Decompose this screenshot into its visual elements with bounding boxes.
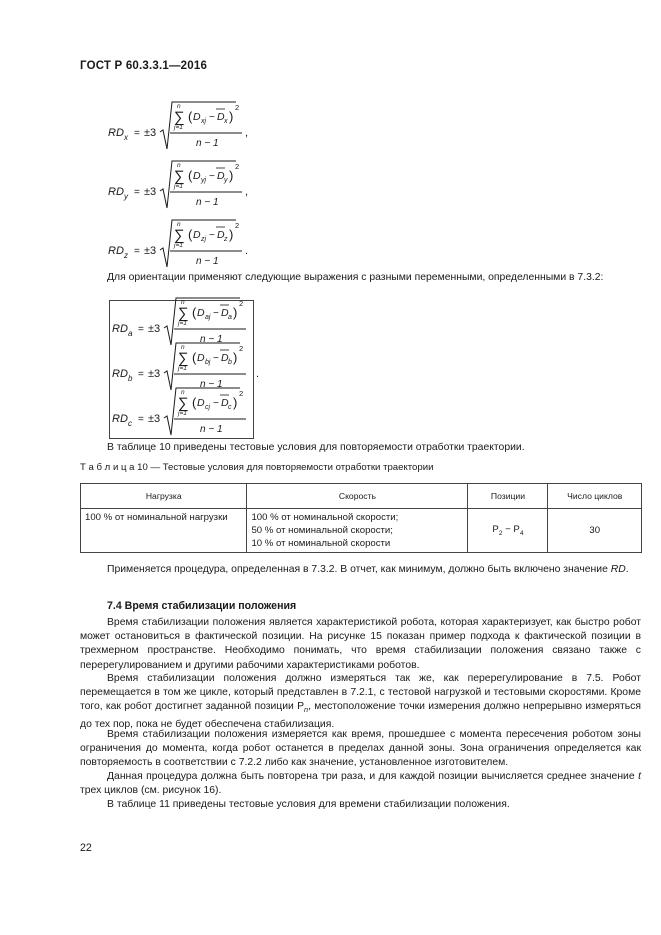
speed-line-1: 100 % от номинальной скорости; [251, 512, 399, 523]
equals-sign: = [134, 246, 140, 257]
formula-mean: D [221, 397, 229, 409]
formula-variable: D [193, 111, 201, 123]
minus-sign: − [213, 398, 219, 409]
minus-sign: − [213, 308, 219, 319]
table-10 [80, 483, 642, 553]
paragraph-3: Время стабилизации положения измеряется как время, прошедшее с момента пересечения роботом зоны ограничения до момента, когда робот останется в пределах данной зоны. Зона ограничения определяется как повторяемость в соответствии с 7.2.2 либо как значение, установленное изготовителем. [80, 729, 641, 769]
formula-lhs-sub: a [128, 329, 133, 338]
sum-upper-limit: n [181, 344, 185, 351]
formula-mean-sub: c [228, 404, 232, 411]
formula-variable-sub: cj [205, 404, 211, 411]
sum-symbol: ∑ [174, 168, 185, 185]
formula-svg-x [108, 98, 258, 158]
formula-mean: D [217, 111, 225, 123]
paren-open: ( [192, 350, 197, 365]
equals-sign: = [138, 324, 144, 335]
paren-open: ( [188, 168, 193, 183]
formula-mean: D [221, 307, 229, 319]
formula-lhs-sub: c [128, 419, 132, 428]
equals-sign: = [134, 128, 140, 139]
formula-variable: D [193, 229, 201, 241]
formula-svg-z [108, 216, 258, 276]
sum-lower-limit: j=1 [174, 124, 183, 131]
paren-open: ( [188, 227, 193, 242]
formula-denominator: n − 1 [196, 256, 219, 267]
speed-line-2: 50 % от номинальной скорости; [251, 525, 393, 536]
formula-mean-sub: z [224, 236, 228, 243]
sum-lower-limit: j=1 [174, 242, 183, 249]
formula-lhs: RD [108, 245, 124, 257]
formula-mean-sub: b [228, 359, 232, 366]
formula-lhs-sub: b [128, 374, 133, 383]
formula-lhs-sub: y [124, 192, 128, 201]
table-intro: В таблице 10 приведены тестовые условия для повторяемости отработки траектории. [107, 442, 525, 453]
table-header-row [81, 484, 642, 509]
formula-mean: D [221, 352, 229, 364]
document-header: ГОСТ Р 60.3.3.1—2016 [80, 60, 208, 72]
formula-variable: D [193, 170, 201, 182]
formula-lhs-sub: z [124, 251, 128, 260]
formula-lhs: RD [108, 186, 124, 198]
formula-abc-trail: . [256, 368, 260, 380]
table-caption: Т а б л и ц а 10 — Тестовые условия для повторяемости отработки траектории [80, 462, 434, 473]
paragraph-2: Время стабилизации положения должно измеряться так же, как перерегулирование в 7.5. Робот перемещается в том же цикле, который представлен в 7.2.1, с тестовой нагрузкой и тестовыми скоростями. Кроме того, как робот достигнет заданной позиции $P_n$, местоположение точки измерения должно непрерывно измеряться до тех пор, пока не будет обеспечена стабилизация. [80, 673, 641, 730]
formula-variable-sub: aj [205, 314, 211, 321]
formula-exponent: 2 [235, 162, 240, 171]
cell-positions [468, 509, 548, 553]
sum-upper-limit: n [177, 103, 181, 110]
formula-variable: D [197, 307, 205, 319]
formula-exponent: 2 [239, 344, 244, 353]
formula-svg-c [112, 384, 262, 444]
header-load: Нагрузка [81, 484, 247, 509]
formula-exponent: 2 [239, 389, 244, 398]
sum-lower-limit: j=1 [178, 320, 187, 327]
formula-mean-sub: a [228, 314, 232, 321]
sum-upper-limit: n [177, 162, 181, 169]
minus-sign: − [213, 353, 219, 364]
formula-denominator: n − 1 [200, 424, 223, 435]
sum-upper-limit: n [181, 389, 185, 396]
paren-close: ) [229, 109, 234, 124]
formula-exponent: 2 [235, 221, 240, 230]
formula-variable-sub: yj [201, 177, 207, 184]
formula-lhs: RD [112, 413, 128, 425]
formula-variable-sub: bj [205, 359, 211, 366]
formula-exponent: 2 [235, 103, 240, 112]
formula-coefficient: ±3 [148, 368, 161, 380]
positions-value: $P_2 - P_4$ [492, 524, 524, 537]
header-speed: Скорость [247, 484, 468, 509]
formula-variable-sub: xj [201, 118, 207, 125]
sum-symbol: ∑ [174, 227, 185, 244]
minus-sign: − [209, 230, 215, 241]
formula-mean: D [217, 229, 225, 241]
formula-rd-x [108, 98, 258, 163]
formula-mean-sub: x [224, 118, 228, 125]
formula-lhs: RD [108, 127, 124, 139]
formula-coefficient: ±3 [148, 413, 161, 425]
formula-lhs-sub: x [124, 133, 128, 142]
formula-trail: , [245, 127, 249, 139]
paragraph-4: Данная процедура должна быть повторена три раза, и для каждой позиции вычисляется среднее значение t трех циклов (см. рисунок 16). [80, 771, 641, 797]
formula-exponent: 2 [239, 299, 244, 308]
formula-coefficient: ±3 [148, 323, 161, 335]
paren-close: ) [233, 350, 238, 365]
sum-symbol: ∑ [178, 305, 189, 322]
equals-sign: = [138, 369, 144, 380]
minus-sign: − [209, 112, 215, 123]
formula-coefficient: ±3 [144, 245, 157, 257]
paren-close: ) [229, 168, 234, 183]
cell-cycles: 30 [548, 509, 642, 553]
sum-lower-limit: j=1 [174, 183, 183, 190]
formula-mean-sub: y [224, 177, 228, 184]
formula-variable: D [197, 397, 205, 409]
formula-denominator: n − 1 [196, 138, 219, 149]
section-title: 7.4 Время стабилизации положения [107, 600, 297, 612]
speed-line-3: 10 % от номинальной скорости [251, 538, 391, 549]
formula-mean: D [217, 170, 225, 182]
paren-close: ) [233, 305, 238, 320]
formula-denominator: n − 1 [200, 379, 223, 390]
formula-coefficient: ±3 [144, 127, 157, 139]
paren-open: ( [188, 109, 193, 124]
sum-symbol: ∑ [174, 109, 185, 126]
formula-rd-c [112, 384, 262, 449]
paren-close: ) [233, 395, 238, 410]
table-row [81, 509, 642, 553]
cell-load: 100 % от номинальной нагрузки [81, 509, 247, 553]
header-positions: Позиции [468, 484, 548, 509]
sum-upper-limit: n [181, 299, 185, 306]
formula-lhs: RD [112, 323, 128, 335]
header-cycles: Число циклов [548, 484, 642, 509]
sum-lower-limit: j=1 [178, 365, 187, 372]
equals-sign: = [138, 414, 144, 425]
sum-symbol: ∑ [178, 350, 189, 367]
formula-trail: . [245, 245, 249, 257]
formula-trail: , [245, 186, 249, 198]
paren-close: ) [229, 227, 234, 242]
formula-lhs: RD [112, 368, 128, 380]
minus-sign: − [209, 171, 215, 182]
cell-speed [247, 509, 468, 553]
formula-variable-sub: zj [201, 236, 207, 243]
page-number: 22 [80, 842, 92, 854]
paren-open: ( [192, 395, 197, 410]
equals-sign: = [134, 187, 140, 198]
after-table-text: Применяется процедура, определенная в 7.3.2. В отчет, как минимум, должно быть включено значение RD. [107, 564, 629, 575]
sum-upper-limit: n [177, 221, 181, 228]
intro-orientation: Для ориентации применяют следующие выражения с разными переменными, определенными в 7.3.2: [107, 272, 604, 283]
paren-open: ( [192, 305, 197, 320]
formula-denominator: n − 1 [200, 334, 223, 345]
formula-variable: D [197, 352, 205, 364]
formula-svg-y [108, 157, 258, 217]
sum-symbol: ∑ [178, 395, 189, 412]
sum-lower-limit: j=1 [178, 410, 187, 417]
formula-coefficient: ±3 [144, 186, 157, 198]
paragraph-1: Время стабилизации положения является характеристикой робота, которая характеризует, как быстро робот может остановиться в фактической позиции. На рисунке 15 показан пример подхода к фактической позиции в трехмерном пространстве. Необходимо понимать, что время стабилизации положения связано также с перерегулированием и другими рабочими характеристиками роботов. [80, 617, 641, 671]
paragraph-5: В таблице 11 приведены тестовые условия для времени стабилизации положения. [107, 799, 510, 810]
formula-denominator: n − 1 [196, 197, 219, 208]
formula-rd-y [108, 157, 258, 222]
